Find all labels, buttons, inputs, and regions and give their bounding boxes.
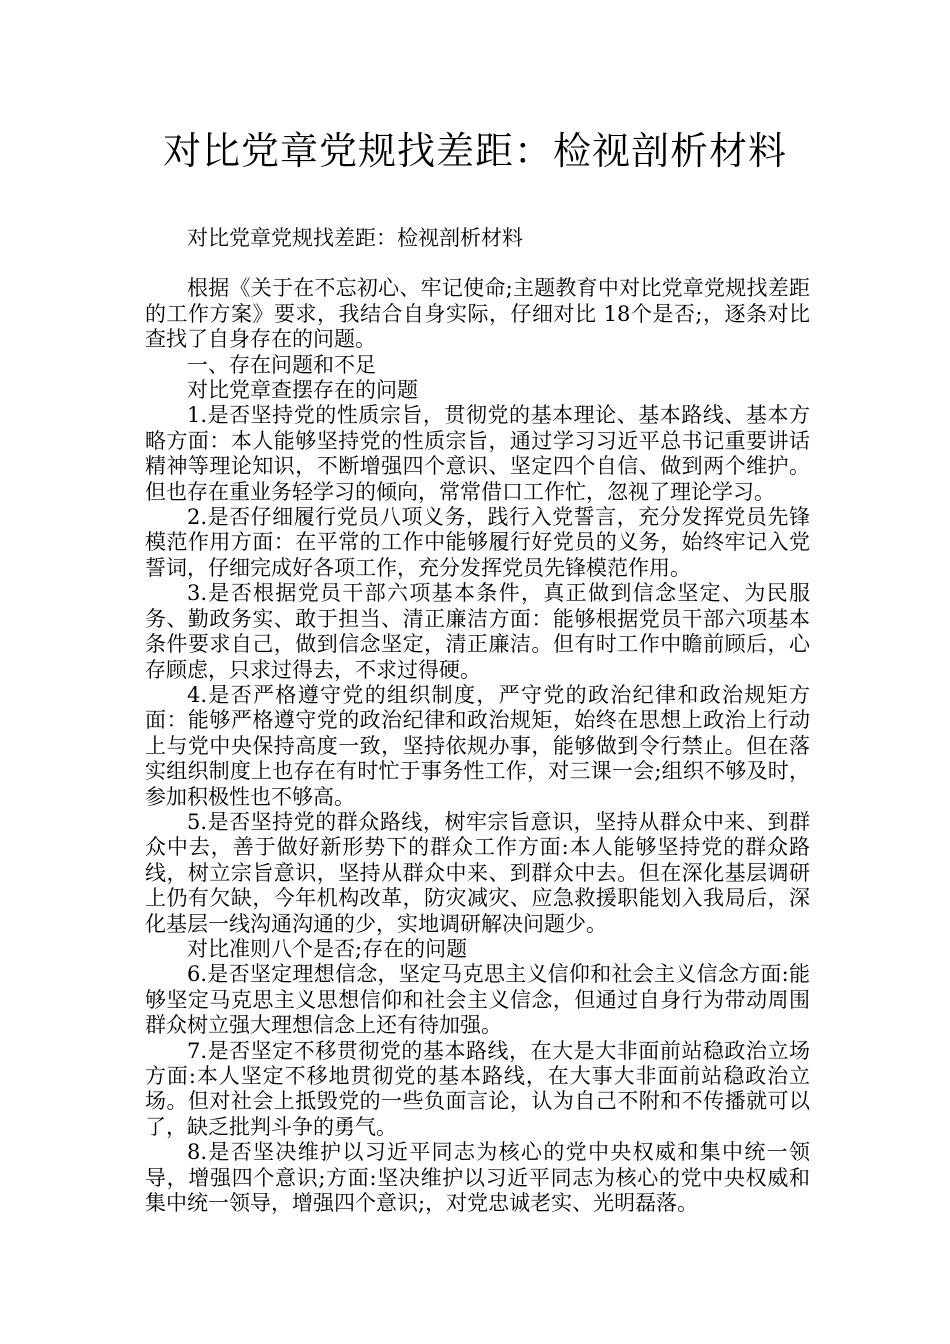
paragraph: 3.是否根据党员干部六项基本条件，真正做到信念坚定、为民服务、勤政务实、敢于担当、清正廉洁方面：能够根据党员干部六项基本条件要求自己，做到信念坚定，清正廉洁。但有时工作中瞻前顾后，心存顾虑，只求过得去，不求过得硬。 (145, 581, 810, 682)
paragraph: 2.是否仔细履行党员八项义务，践行入党誓言，充分发挥党员先锋模范作用方面：在平常的工作中能够履行好党员的义务，始终牢记入党誓词，仔细完成好各项工作，充分发挥党员先锋模范作用。 (145, 505, 810, 580)
paragraph: 6.是否坚定理想信念，坚定马克思主义信仰和社会主义信念方面:能够坚定马克思主义思想信仰和社会主义信念，但通过自身行为带动周围群众树立强大理想信念上还有待加强。 (145, 962, 810, 1038)
paragraph: 7.是否坚定不移贯彻党的基本路线，在大是大非面前站稳政治立场方面:本人坚定不移地贯彻党的基本路线，在大事大非面前站稳政治立场。但对社会上抵毁党的一些负面言论，认为自己不附和不传播就可以了，缺乏批判斗争的勇气。 (145, 1038, 810, 1139)
paragraph: 1.是否坚持党的性质宗旨，贯彻党的基本理论、基本路线、基本方略方面：本人能够坚持党的性质宗旨，通过学习习近平总书记重要讲话精神等理论知识，不断增强四个意识、坚定四个自信、做到两个维护。但也存在重业务轻学习的倾向，常常借口工作忙，忽视了理论学习。 (145, 403, 810, 504)
document-subtitle: 对比党章党规找差距：检视剖析材料 (187, 226, 523, 250)
paragraph: 5.是否坚持党的群众路线，树牢宗旨意识，坚持从群众中来、到群众中去，善于做好新形势下的群众工作方面:本人能够坚持党的群众路线，树立宗旨意识，坚持从群众中来、到群众中去。但在深化基层调研上仍有欠缺，今年机构改革，防灾减灾、应急救援职能划入我局后，深化基层一线沟通沟通的少，实地调研解决问题少。 (145, 809, 810, 936)
section-heading: 一、存在问题和不足 (187, 352, 376, 377)
subsection-heading: 对比准则八个是否;存在的问题 (187, 936, 468, 961)
paragraph: 根据《关于在不忘初心、牢记使命;主题教育中对比党章党规找差距的工作方案》要求，我结合自身实际，仔细对比 18个是否;，逐条对比查找了自身存在的问题。 (145, 276, 810, 352)
paragraph: 8.是否坚决维护以习近平同志为核心的党中央权威和集中统一领导，增强四个意识;方面:坚决维护以习近平同志为核心的党中央权威和集中统一领导，增强四个意识;，对党忠诚老实、光明磊落。 (145, 1140, 810, 1216)
subsection-heading: 对比党章查摆存在的问题 (187, 378, 418, 403)
paragraph: 4.是否严格遵守党的组织制度，严守党的政治纪律和政治规矩方面：能够严格遵守党的政治纪律和政治规矩，始终在思想上政治上行动上与党中央保持高度一致，坚持依规办事，能够做到令行禁止。但在落实组织制度上也存在有时忙于事务性工作，对三课一会;组织不够及时，参加积极性也不够高。 (145, 682, 810, 809)
document-title: 对比党章党规找差距：检视剖析材料 (162, 129, 787, 173)
document-body (145, 226, 810, 1216)
